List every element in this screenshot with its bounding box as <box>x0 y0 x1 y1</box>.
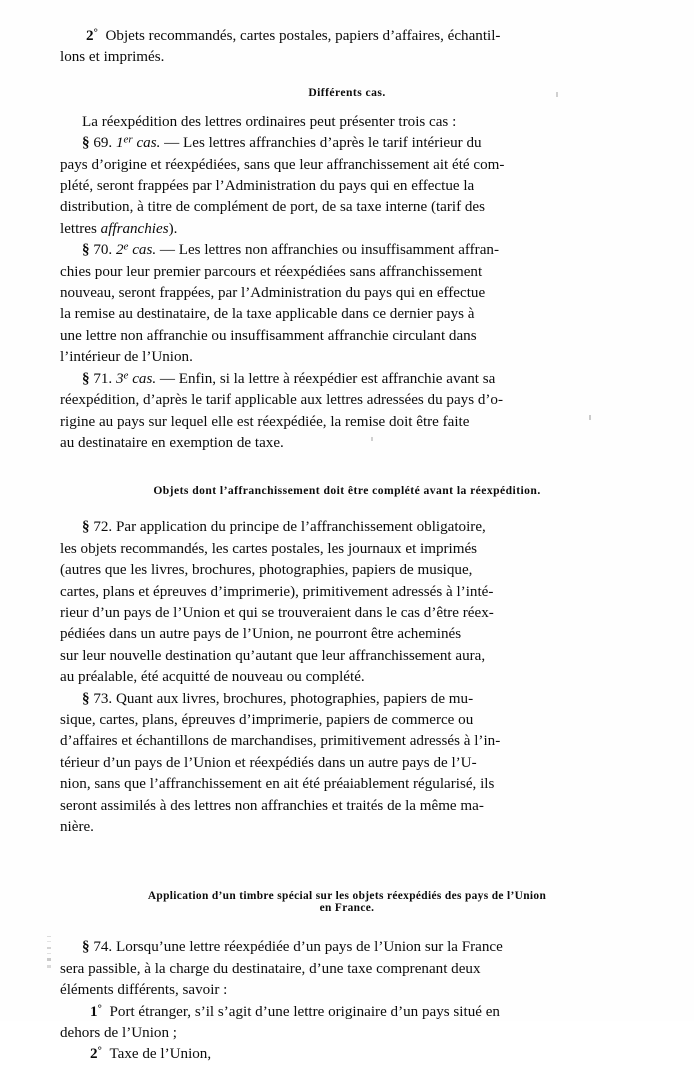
line: une lettre non affranchie ou insuffisamment affranchie circulant dans <box>60 327 477 344</box>
line: d’affaires et échantillons de marchandises, primitivement adressés à l’in- <box>60 733 501 750</box>
line: nion, sans que l’affranchissement en ait été préaiablement régularisé, ils <box>60 776 495 793</box>
spacer <box>60 868 634 890</box>
line-content: § 69. 1er cas. — Les lettres affranchies d’après le tarif intérieur du <box>82 133 482 152</box>
paragraph-69 <box>60 133 634 240</box>
line: (autres que les livres, brochures, photographies, papiers de musique, <box>60 562 473 579</box>
list-item-taxe-union <box>60 1044 634 1065</box>
heading-objets-affranchissement: Objets dont l’affranchissement doit être complété avant la réexpédition. <box>153 484 541 498</box>
heading-differents-cas: Différents cas. <box>308 85 386 99</box>
line: les objets recommandés, les cartes postales, les journaux et imprimés <box>60 540 478 557</box>
paragraph-intro: La réexpédition des lettres ordinaires peut présenter trois cas : <box>82 113 457 130</box>
line: l’intérieur de l’Union. <box>60 349 193 366</box>
line: sur leur nouvelle destination qu’autant que leur affranchissement aura, <box>60 647 486 664</box>
paragraph-72 <box>60 517 634 688</box>
heading-timbre-special-line1: Application d’un timbre spécial sur les objets réexpédiés des pays de l’Union <box>147 890 547 903</box>
line: pays d’origine et réexpédiées, sans que leur affranchissement ait été com- <box>60 156 505 173</box>
line: cartes, plans et épreuves d’imprimerie), primitivement adressés à l’inté- <box>60 583 494 600</box>
line: chies pour leur premier parcours et réexpédiées sans affranchissement <box>60 263 483 280</box>
line: § 73. Quant aux livres, brochures, photographies, papiers de mu- <box>82 690 474 707</box>
line: distribution, à titre de complément de port, de sa taxe interne (tarif des <box>60 199 485 216</box>
line: éléments différents, savoir : <box>60 982 228 999</box>
line: réexpédition, d’après le tarif applicable aux lettres adressées du pays d’o- <box>60 392 503 409</box>
line: la remise au destinataire, de la taxe applicable dans ce dernier pays à <box>60 306 475 323</box>
line: seront assimilés à des lettres non affranchies et traités de la même ma- <box>60 797 484 814</box>
line: sera passible, à la charge du destinataire, d’une taxe comprenant deux <box>60 960 481 977</box>
paragraph-71 <box>60 369 634 455</box>
paragraph-70 <box>60 240 634 368</box>
line <box>60 26 634 47</box>
line: au destinataire en exemption de taxe. <box>60 434 284 451</box>
line: plété, seront frappées par l’Administration du pays qui en effectue la <box>60 178 475 195</box>
line: dehors de l’Union ; <box>60 1025 177 1042</box>
scan-artifact-left-margin <box>47 934 51 972</box>
paragraph-73 <box>60 689 634 839</box>
list-item-port-etranger <box>60 1002 634 1045</box>
item-marker: 2° Objets recommandés, cartes postales, papiers d’affaires, échantil- <box>86 26 501 44</box>
line: térieur d’un pays de l’Union et réexpédiés dans un autre pays de l’U- <box>60 754 477 771</box>
line: rieur d’un pays de l’Union et qui se trouveraient dans le cas d’être réex- <box>60 604 494 621</box>
spacer <box>60 454 634 484</box>
line: sique, cartes, plans, épreuves d’imprimerie, papiers de commerce ou <box>60 711 474 728</box>
line: lons et imprimés. <box>60 49 165 66</box>
line: 1° Port étranger, s’il s’agit d’une lettre originaire d’un pays situé en <box>90 1002 500 1020</box>
spacer <box>60 838 634 868</box>
spacer <box>60 497 634 517</box>
line <box>60 133 634 154</box>
spacer <box>60 99 634 112</box>
line: nouveau, seront frappées, par l’Administration du pays qui en effectue <box>60 285 486 302</box>
line: au préalable, été acquitté de nouveau ou complété. <box>60 669 365 686</box>
line: § 71. 3e cas. — Enfin, si la lettre à réexpédier est affranchie avant sa <box>82 369 496 387</box>
text-column <box>60 26 634 1066</box>
spacer <box>60 914 634 937</box>
line: nière. <box>60 819 94 835</box>
paragraph-74 <box>60 937 634 1001</box>
line: lettres affranchies). <box>60 220 178 237</box>
line: § 72. Par application du principe de l’affranchissement obligatoire, <box>82 519 486 536</box>
line: 2° Taxe de l’Union, <box>90 1044 212 1063</box>
line: rigine au pays sur lequel elle est réexpédiée, la remise doit être faite <box>60 413 470 430</box>
spacer <box>60 69 634 86</box>
line: pédiées dans un autre pays de l’Union, ne pourront être acheminés <box>60 626 462 643</box>
line: § 74. Lorsqu’une lettre réexpédiée d’un pays de l’Union sur la France <box>82 939 503 956</box>
line: § 70. 2e cas. — Les lettres non affranchies ou insuffisamment affran- <box>82 240 499 259</box>
heading-timbre-special-line2: en France. <box>319 902 375 915</box>
list-item-objets-recommandes <box>60 26 634 69</box>
